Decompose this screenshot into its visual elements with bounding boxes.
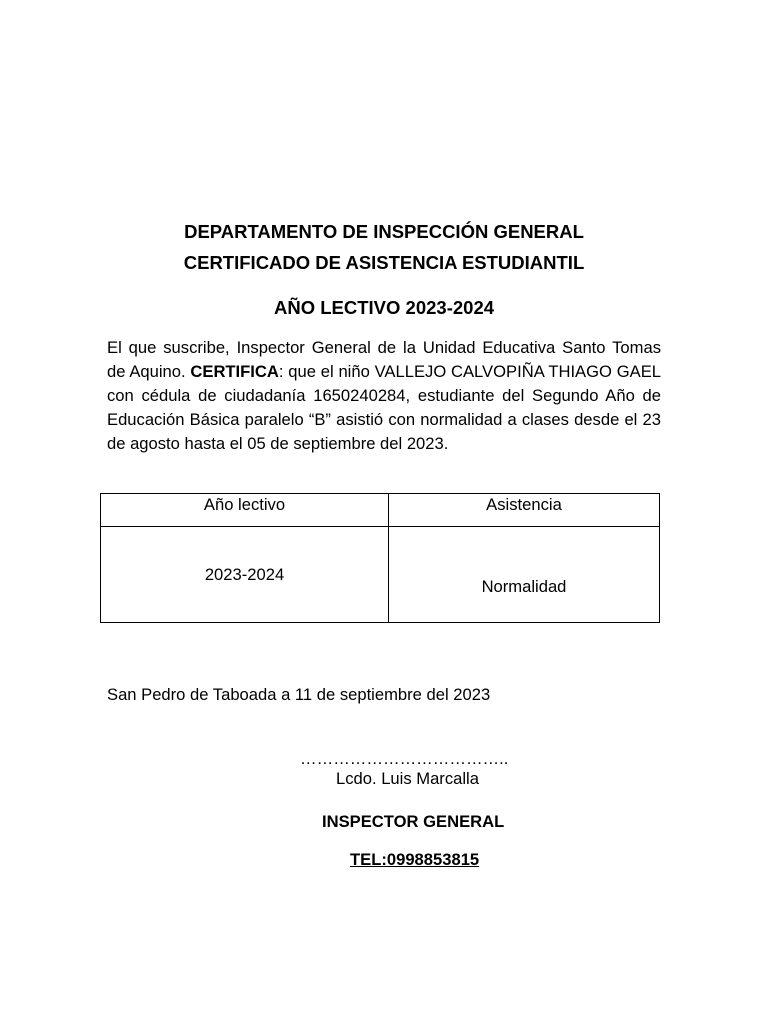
table-row [101, 527, 660, 623]
body-rest: : que el niño VALLEJO CALVOPIÑA THIAGO GAEL con cédula de ciudadanía 1650240284, estudiante del Segundo Año de Educación Básica paralelo “B” asistió con normalidad a clases desde el 23 de agosto hasta el 05 de septiembre del 2023. [107, 362, 661, 453]
column-header-attendance: Asistencia [389, 494, 660, 527]
cell-school-year-value: 2023-2024 [204, 565, 285, 584]
column-header-school-year: Año lectivo [101, 494, 389, 527]
school-year-heading: AÑO LECTIVO 2023-2024 [273, 297, 495, 318]
certificate-body [107, 336, 661, 456]
signature-line: ……………………………….. [300, 749, 509, 768]
cell-school-year [101, 527, 389, 623]
signer-title: INSPECTOR GENERAL [322, 812, 505, 831]
cell-attendance [389, 527, 660, 623]
cell-attendance-value: Normalidad [481, 577, 567, 596]
department-heading: DEPARTAMENTO DE INSPECCIÓN GENERAL [184, 221, 584, 242]
body-intro: El que suscribe, Inspector General de la Unidad Educativa Santo Tomas de Aquino. [107, 338, 661, 381]
table-header-row [101, 494, 660, 527]
certifica-keyword: CERTIFICA [190, 362, 279, 381]
signer-name: Lcdo. Luis Marcalla [336, 769, 479, 788]
place-and-date: San Pedro de Taboada a 11 de septiembre del 2023 [107, 685, 491, 704]
attendance-table [100, 493, 660, 623]
certificate-title: CERTIFICADO DE ASISTENCIA ESTUDIANTIL [183, 252, 585, 273]
signer-phone: TEL:0998853815 [350, 850, 480, 869]
